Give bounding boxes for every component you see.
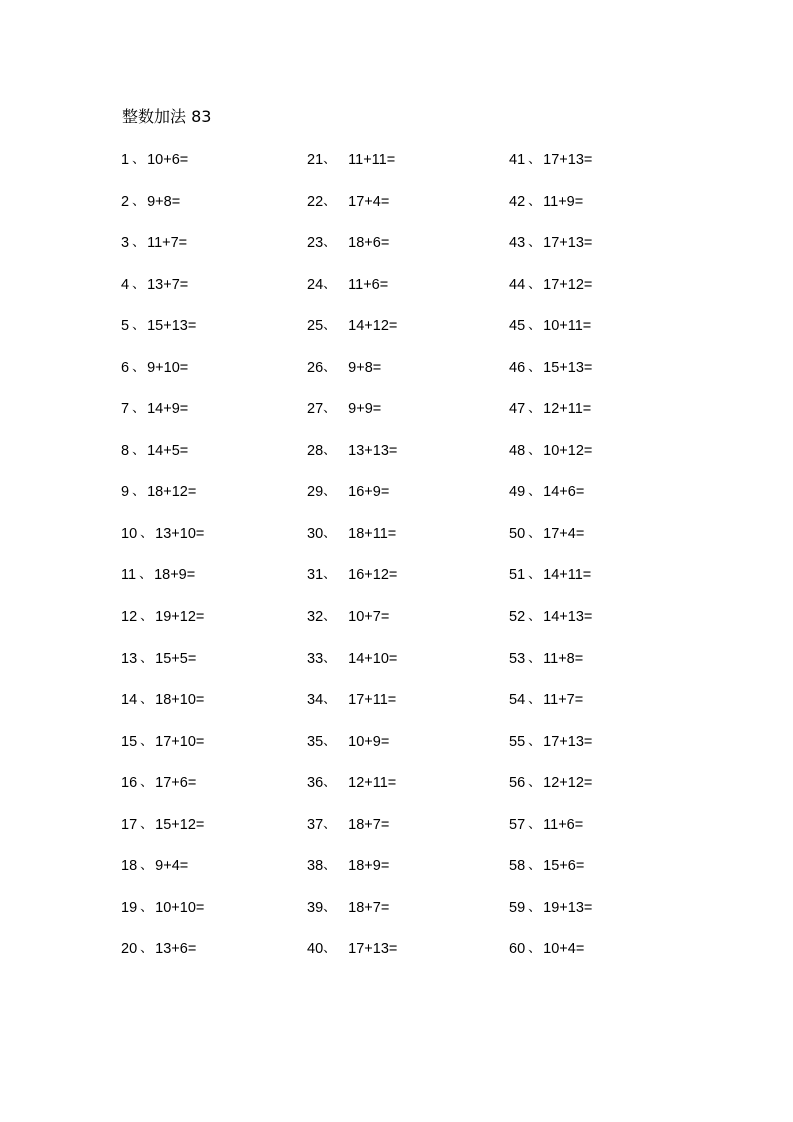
problem-expression: 11+7= (147, 235, 188, 252)
problem-expression: 15+13= (543, 359, 593, 376)
problem-expression: 12+12= (543, 775, 593, 792)
problem-separator: 、 (323, 609, 337, 625)
problem-expression: 17+4= (543, 525, 585, 542)
problem-item (307, 148, 507, 190)
problem-item (509, 688, 709, 730)
problem-separator: 、 (528, 775, 542, 791)
problem-number: 43 (509, 235, 526, 252)
problem-separator: 、 (528, 152, 542, 167)
problem-item (307, 314, 507, 356)
problem-item (307, 231, 507, 273)
problem-expression: 11+8= (543, 650, 584, 667)
problem-separator: 、 (528, 858, 542, 874)
problem-separator: 、 (323, 775, 337, 791)
problem-number: 12 (121, 609, 138, 626)
problem-item (121, 397, 324, 439)
problem-expression: 13+13= (348, 442, 398, 459)
problem-expression: 18+7= (348, 816, 390, 833)
problem-expression: 17+13= (543, 152, 593, 168)
problem-number: 29 (307, 484, 324, 501)
problem-expression: 18+6= (348, 235, 390, 252)
problem-item (509, 730, 709, 772)
problem-item (121, 522, 324, 564)
problem-number: 35 (307, 733, 324, 750)
problem-expression: 10+9= (348, 733, 390, 750)
problem-separator: 、 (528, 276, 542, 292)
problem-separator: 、 (528, 609, 542, 625)
problem-separator: 、 (132, 359, 146, 375)
problem-separator: 、 (528, 650, 542, 666)
problem-expression: 17+12= (543, 276, 593, 293)
problem-separator: 、 (132, 235, 146, 251)
problem-expression: 15+5= (155, 650, 197, 667)
problem-expression: 9+9= (348, 401, 382, 418)
problem-number: 28 (307, 442, 324, 459)
problem-item (509, 605, 709, 647)
problem-number: 4 (121, 276, 130, 293)
problem-number: 41 (509, 152, 526, 168)
problem-item (307, 397, 507, 439)
problem-number: 55 (509, 733, 526, 750)
problem-number: 1 (121, 152, 130, 168)
problem-separator: 、 (528, 733, 542, 749)
problem-separator: 、 (140, 733, 154, 749)
problem-item (121, 356, 324, 398)
problem-separator: 、 (140, 941, 154, 957)
problem-separator: 、 (140, 525, 154, 541)
problem-number: 60 (509, 941, 526, 958)
problem-separator: 、 (323, 941, 337, 957)
problem-item (121, 314, 324, 356)
problem-expression: 18+11= (348, 525, 397, 542)
problem-expression: 14+6= (543, 484, 585, 501)
problem-separator: 、 (323, 152, 337, 167)
problem-number: 27 (307, 401, 324, 418)
problem-number: 44 (509, 276, 526, 293)
problem-expression: 13+10= (155, 525, 205, 542)
problem-number: 2 (121, 193, 130, 210)
problem-item (509, 148, 709, 190)
problem-item (307, 730, 507, 772)
problem-item (509, 480, 709, 522)
problem-separator: 、 (140, 816, 154, 832)
problem-separator: 、 (528, 692, 542, 708)
problem-item (307, 771, 507, 813)
problem-number: 47 (509, 401, 526, 418)
problem-number: 19 (121, 899, 138, 916)
problem-separator: 、 (528, 318, 542, 334)
problem-item (121, 730, 324, 772)
problem-number: 26 (307, 359, 324, 376)
problem-number: 25 (307, 318, 324, 335)
problem-expression: 17+4= (348, 193, 390, 210)
problem-expression: 17+6= (155, 775, 197, 792)
problem-number: 37 (307, 816, 324, 833)
problem-separator: 、 (323, 567, 337, 583)
problem-item (121, 647, 324, 689)
problem-separator: 、 (528, 816, 542, 832)
problem-number: 7 (121, 401, 130, 418)
problem-number: 49 (509, 484, 526, 501)
problem-expression: 16+12= (348, 567, 398, 584)
problem-separator: 、 (323, 816, 337, 832)
problem-expression: 17+13= (543, 235, 593, 252)
problem-item (121, 190, 324, 232)
worksheet-title: 整数加法 83 (122, 107, 212, 126)
problem-number: 39 (307, 899, 324, 916)
problem-expression: 14+12= (348, 318, 398, 335)
problem-expression: 10+6= (147, 152, 189, 168)
problem-item (509, 314, 709, 356)
problem-number: 33 (307, 650, 324, 667)
problem-number: 14 (121, 692, 138, 709)
problem-separator: 、 (132, 401, 146, 417)
problem-separator: 、 (323, 193, 337, 209)
problem-item (121, 854, 324, 896)
problem-item (509, 397, 709, 439)
problem-separator: 、 (140, 775, 154, 791)
problem-item (307, 647, 507, 689)
problem-expression: 14+13= (543, 609, 593, 626)
problem-item (509, 231, 709, 273)
problem-item (509, 522, 709, 564)
problem-item (509, 356, 709, 398)
problem-number: 59 (509, 899, 526, 916)
problem-separator: 、 (140, 899, 154, 915)
problem-separator: 、 (323, 359, 337, 375)
problem-separator: 、 (528, 442, 542, 458)
problem-number: 20 (121, 941, 138, 958)
problem-item (121, 148, 324, 190)
problem-expression: 14+9= (147, 401, 189, 418)
problem-item (307, 190, 507, 232)
problem-expression: 18+9= (348, 858, 390, 875)
problem-number: 13 (121, 650, 138, 667)
problem-number: 24 (307, 276, 324, 293)
problem-expression: 12+11= (543, 401, 592, 418)
problem-separator: 、 (132, 484, 146, 500)
problem-expression: 10+7= (348, 609, 390, 626)
problem-separator: 、 (323, 484, 337, 500)
problem-item (121, 480, 324, 522)
problem-item (509, 813, 709, 855)
problem-number: 31 (307, 567, 324, 584)
problem-expression: 10+4= (543, 941, 585, 958)
problem-expression: 12+11= (348, 775, 397, 792)
problem-item (509, 439, 709, 481)
problem-number: 17 (121, 816, 138, 833)
problem-expression: 15+12= (155, 816, 205, 833)
problem-expression: 11+9= (543, 193, 584, 210)
problem-number: 51 (509, 567, 526, 584)
problem-expression: 18+10= (155, 692, 205, 709)
problem-item (509, 190, 709, 232)
problem-item (307, 273, 507, 315)
problem-number: 9 (121, 484, 130, 501)
problem-item (509, 273, 709, 315)
problem-expression: 16+9= (348, 484, 390, 501)
problem-number: 23 (307, 235, 324, 252)
problem-expression: 15+13= (147, 318, 197, 335)
problem-expression: 13+7= (147, 276, 189, 293)
problem-item (307, 813, 507, 855)
problem-number: 21 (307, 152, 324, 168)
problem-expression: 17+10= (155, 733, 205, 750)
problem-item (121, 439, 324, 481)
problem-item (121, 688, 324, 730)
problem-item (307, 854, 507, 896)
problem-number: 56 (509, 775, 526, 792)
problem-item (509, 647, 709, 689)
problem-expression: 14+5= (147, 442, 189, 459)
problem-separator: 、 (323, 858, 337, 874)
problem-item (121, 896, 324, 938)
problem-number: 3 (121, 235, 130, 252)
problem-expression: 11+6= (543, 816, 584, 833)
problem-number: 54 (509, 692, 526, 709)
problem-separator: 、 (323, 692, 337, 708)
problem-expression: 18+7= (348, 899, 390, 916)
problem-number: 8 (121, 442, 130, 459)
problem-separator: 、 (139, 567, 153, 583)
problem-separator: 、 (528, 899, 542, 915)
problem-expression: 13+6= (155, 941, 197, 958)
problem-expression: 10+10= (155, 899, 205, 916)
problem-number: 38 (307, 858, 324, 875)
problem-number: 10 (121, 525, 138, 542)
problem-separator: 、 (528, 484, 542, 500)
problem-expression: 17+13= (348, 941, 398, 958)
problem-expression: 9+8= (147, 193, 181, 210)
problem-separator: 、 (528, 567, 542, 583)
problem-expression: 11+6= (348, 276, 389, 293)
problem-expression: 18+9= (154, 567, 196, 584)
problem-item (307, 522, 507, 564)
problem-item (307, 605, 507, 647)
problem-item (509, 563, 709, 605)
problem-number: 53 (509, 650, 526, 667)
problem-separator: 、 (528, 941, 542, 957)
problem-expression: 10+11= (543, 318, 592, 335)
problem-number: 22 (307, 193, 324, 210)
problem-number: 30 (307, 525, 324, 542)
problem-separator: 、 (323, 235, 337, 251)
problem-column-1 (121, 148, 324, 979)
problem-separator: 、 (323, 650, 337, 666)
problem-separator: 、 (528, 235, 542, 251)
problem-separator: 、 (323, 442, 337, 458)
problem-separator: 、 (140, 650, 154, 666)
problem-separator: 、 (132, 318, 146, 334)
problem-expression: 9+4= (155, 858, 189, 875)
problem-separator: 、 (132, 152, 146, 167)
problem-number: 16 (121, 775, 138, 792)
problem-separator: 、 (140, 692, 154, 708)
problem-number: 40 (307, 941, 324, 958)
problem-separator: 、 (323, 525, 337, 541)
problem-separator: 、 (323, 318, 337, 334)
problem-separator: 、 (528, 525, 542, 541)
problem-expression: 10+12= (543, 442, 593, 459)
problem-separator: 、 (132, 193, 146, 209)
problem-expression: 14+10= (348, 650, 398, 667)
problem-item (121, 813, 324, 855)
problem-number: 18 (121, 858, 138, 875)
problem-item (307, 439, 507, 481)
problem-item (121, 563, 324, 605)
problem-number: 15 (121, 733, 138, 750)
problem-expression: 11+11= (348, 152, 396, 168)
problem-item (121, 937, 324, 979)
problem-number: 57 (509, 816, 526, 833)
problem-number: 48 (509, 442, 526, 459)
problem-separator: 、 (140, 858, 154, 874)
problem-item (121, 771, 324, 813)
problem-expression: 19+12= (155, 609, 205, 626)
problem-separator: 、 (323, 276, 337, 292)
problem-separator: 、 (323, 401, 337, 417)
problem-expression: 17+13= (543, 733, 593, 750)
problem-expression: 19+13= (543, 899, 593, 916)
problem-separator: 、 (323, 733, 337, 749)
problem-column-2 (307, 148, 507, 979)
problem-number: 36 (307, 775, 324, 792)
problem-number: 6 (121, 359, 130, 376)
problem-separator: 、 (528, 401, 542, 417)
problem-number: 46 (509, 359, 526, 376)
problem-item (307, 480, 507, 522)
problem-separator: 、 (528, 359, 542, 375)
problem-expression: 11+7= (543, 692, 584, 709)
problem-item (307, 896, 507, 938)
problem-number: 32 (307, 609, 324, 626)
problem-column-3 (509, 148, 709, 979)
problem-separator: 、 (132, 442, 146, 458)
problem-item (307, 688, 507, 730)
problem-separator: 、 (140, 609, 154, 625)
problem-number: 50 (509, 525, 526, 542)
problem-item (307, 937, 507, 979)
problem-item (121, 605, 324, 647)
problem-item (509, 937, 709, 979)
problem-expression: 15+6= (543, 858, 585, 875)
problem-expression: 18+12= (147, 484, 197, 501)
problem-item (509, 771, 709, 813)
problem-separator: 、 (323, 899, 337, 915)
problem-number: 42 (509, 193, 526, 210)
problem-item (307, 356, 507, 398)
problem-number: 5 (121, 318, 130, 335)
problem-expression: 9+10= (147, 359, 189, 376)
problem-separator: 、 (528, 193, 542, 209)
problem-number: 45 (509, 318, 526, 335)
problem-number: 52 (509, 609, 526, 626)
problem-item (509, 896, 709, 938)
problem-item (121, 273, 324, 315)
problem-item (121, 231, 324, 273)
problem-item (307, 563, 507, 605)
problem-item (509, 854, 709, 896)
problem-expression: 9+8= (348, 359, 382, 376)
problem-expression: 14+11= (543, 567, 592, 584)
problem-number: 11 (121, 567, 137, 584)
problem-number: 58 (509, 858, 526, 875)
problem-expression: 17+11= (348, 692, 397, 709)
problem-number: 34 (307, 692, 324, 709)
problem-separator: 、 (132, 276, 146, 292)
